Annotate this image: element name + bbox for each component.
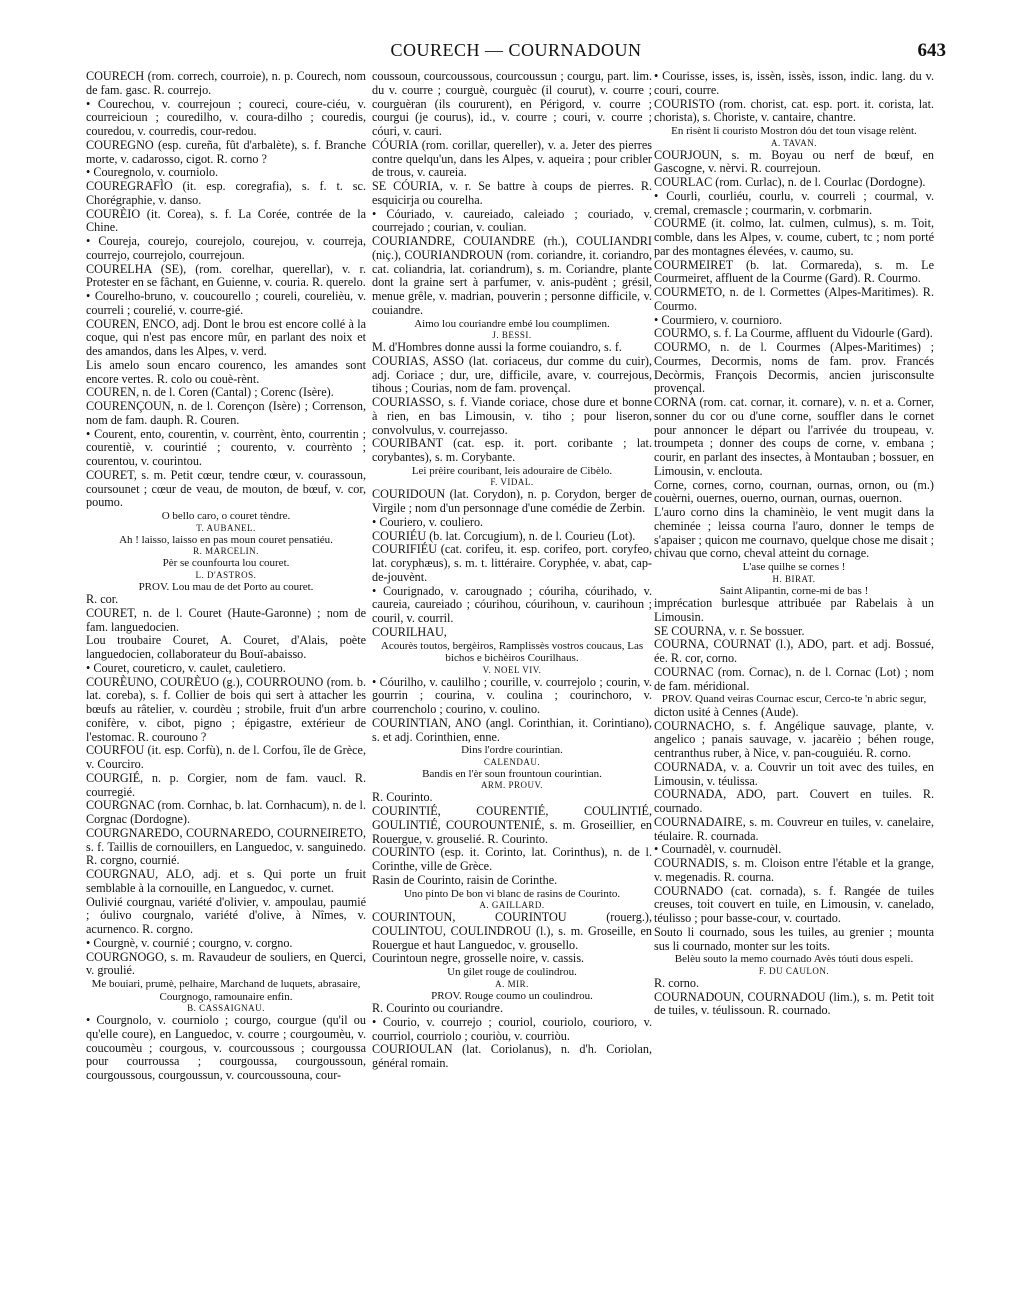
entry-text: imprécation burlesque attribuée par Rabelais à un Limousin. [654, 596, 934, 624]
quotation: O bello caro, o couret tèndre. [161, 510, 291, 522]
entry-text: COURIFIÉU (cat. corifeu, it. esp. corifeo, port. coryfeo, lat. coryphæus), s. m. t. littéraire. Coryphée, v. abat, cap-de-jouvènt. [372, 542, 652, 584]
quotation: PROV. Rouge coumo un coulindrou. [431, 989, 593, 1002]
entry-text: • Courgnè, v. cournié ; courgno, v. corgno. [86, 935, 293, 950]
entry-text: COURMO, n. de l. Courmes (Alpes-Maritimes) ; Courmes, Decormis, noms de fam. prov. Francés Decòrmis, François Decormis, ancien jurisconsulte provençal. [654, 340, 934, 396]
entry-text: COURET, s. m. Petit cœur, tendre cœur, v. courassoun, coursounet ; cœur de veau, de mouton, de bœuf, v. cor, poumo. [86, 467, 366, 510]
entry-text: • Couret, coureticro, v. caulet, cauletiero. [86, 660, 286, 675]
quotation-author: A. TAVAN. [770, 137, 818, 148]
entry-text: COURECH (rom. correch, courroie), n. p. Courech, nom de fam. gasc. R. courrejo. [86, 69, 366, 97]
quotation: En risènt li couristo Mostron dóu det toun visage relènt. [671, 125, 917, 137]
entry-text: COURIASSO, s. f. Viande coriace, chose dure et bonne à rien, en bas Limousin, v. tiho ; pour liseron, convolvulus, v. courrejasso. [372, 395, 652, 437]
entry-text: • Courgnolo, v. courniolo ; courgo, courgue (qu'il ou qu'elle coure), en Languedoc, v. courre ; courgoumèu, v. coucoumèu ; courgous, v. courcoussous ; courgoussa pour courroussa ; courgoussa, courgoussoun, courgoussous, courgoussun, v. courcoussouna, cour- [86, 1013, 366, 1082]
quotation: Dins l'ordre courintian. [461, 744, 563, 757]
quotation: PROV. Quand veiras Cournac escur, Cerco-te 'n abric segur, [661, 693, 927, 706]
quotation-author: L. D'ASTROS. [195, 569, 257, 580]
quotation-author: H. BIRAT. [772, 573, 816, 584]
quotation: Acourès toutos, bergèiros, Ramplissès vostros coucaus, Las bichos e bichèiros Courilhaus. [380, 639, 644, 664]
entry-text: • Couriero, v. couliero. [372, 514, 484, 529]
entry-text: COURNADO (cat. cornada), s. f. Rangée de tuiles creuses, toit couvert en tuile, en Limousin, v. canelado, téulisso ; pour basse-cour, v. courtado. [654, 883, 934, 925]
entry-text: • Couregnolo, v. courniolo. [86, 165, 219, 180]
entry-text: COURINTOUN, COURINTOU (rouerg.), COULINTOU, COULINDROU (l.), s. m. Groseille, en Rouergue et haut Languedoc, v. grousello. [372, 910, 652, 952]
entry-text: • Courechou, v. courrejoun ; coureci, coure-ciéu, v. courreicioun ; couredilho, v. coura-dilho ; couredis, couredou, v. courredis, cour-redou. [86, 96, 366, 138]
quotation-author: T. AUBANEL. [196, 522, 256, 533]
entry-text: Corne, cornes, corno, cournan, ournas, ornon, ou (m.) couèrni, ouernes, ouerno, ournan, ournas, ouernon. [654, 477, 934, 506]
quotation-author: J. BESSI. [492, 330, 532, 340]
entry-text: COURME (it. colmo, lat. culmen, culmus), s. m. Toit, comble, dans les Alpes, v. coume, cubert, tc ; nom porté par des montagnes élevées, v. caumo, su. [654, 216, 934, 258]
entry-text: COURENÇOUN, n. de l. Corençon (Isère) ; Correnson, nom de fam. dauph. R. Couren. [86, 399, 366, 427]
entry-text: COUREN, ENCO, adj. Dont le brou est encore collé à la coque, qui n'est pas encore mûr, en parlant des noix et des amandos, dans les Alpes, v. verd. [86, 316, 366, 358]
entry-text: coussoun, courcoussous, courcoussun ; courgu, part. lim. du v. courre ; courguè, courguèc (il courut), v. courre ; courguèran (ils coururent), en Périgord, v. courre ; courgui (je courus), id., v. courre ; couri, v. courre ; cóuri, v. cauri. [372, 69, 652, 138]
entry-text: COURMETO, n. de l. Cormettes (Alpes-Maritimes). R. Courmo. [654, 285, 934, 313]
entry-text: • Cóuriado, v. caureiado, caleiado ; couriado, v. courrejado ; courian, v. coulian. [372, 206, 652, 235]
entry-text: • Coureja, courejo, courejolo, courejou, v. courreja, courrejo, courrejolo, courrejoun. [86, 234, 366, 262]
entry-text: • Courio, v. courrejo ; couriol, couriolo, courioro, v. courriol, courriolo ; couriòu, v. courriòu. [372, 1014, 652, 1043]
entry-text: COURINTIAN, ANO (angl. Corinthian, it. Corintiano), s. et adj. Corinthien, enne. [372, 715, 652, 744]
entry-text: COURÈUNO, COURÈUO (g.), COURROUNO (rom. b. lat. coreba), s. f. Collier de bois qui sert à attacher les bœufs au râtelier, v. courdèu ; strobile, fruit d'un arbre conifère, v. cibot, pigno ; épigastre, extérieur de l'estomac. R. courouno ? [86, 674, 366, 744]
entry-text: • Courelho-bruno, v. coucourello ; coureli, courelièu, v. courreli ; courelié, v. courre-gié. [86, 289, 366, 317]
quotation-author: B. CASSAIGNAU. [187, 1003, 265, 1013]
entry-text: dicton usité à Cennes (Aude). [654, 704, 799, 719]
page-header [86, 40, 946, 64]
quotation: L'ase quilhe se cornes ! [742, 561, 846, 573]
entry-text: COURGIÉ, n. p. Corgier, nom de fam. vaucl. R. courregié. [86, 770, 366, 799]
entry-text: COURNA, COURNAT (l.), ADO, part. et adj. Bossué, ée. R. cor, corno. [654, 637, 934, 665]
entry-text: Souto li cournado, sous les tuiles, au grenier ; mounta sus li cournado, monter sur les toits. [654, 924, 934, 953]
entry-text: COURNACHO, s. f. Angélique sauvage, plante, v. angelico ; panais sauvage, v. jacarèio ; béhen rouge, centranthus ruber, à Nice, v. pan-couguiéu. R. corno. [654, 718, 934, 760]
entry-text: COURÈIO (it. Corea), s. f. La Corée, contrée de la Chine. [86, 206, 366, 235]
quotation: Bandis en l'èr soun frountoun courintian. [422, 767, 602, 780]
entry-text: R. corno. [654, 975, 700, 990]
entry-text: COURET, n. de l. Couret (Haute-Garonne) ; nom de fam. languedocien. [86, 605, 366, 634]
entry-text: • Courli, courliéu, courlu, v. courreli ; courmal, v. cremal, cremascle ; courmarin, v. corbmarin. [654, 188, 934, 217]
entry-text: COURGNAU, ALO, adj. et s. Qui porte un fruit semblable à la cornouille, en Languedoc, v. curnet. [86, 867, 366, 895]
entry-text: COURMO, s. f. La Courme, affluent du Vidourle (Gard). [654, 326, 933, 341]
entry-text: Lou troubaire Couret, A. Couret, d'Alais, poète languedocien, collaborateur du Bouï-abaisso. [86, 633, 366, 661]
entry-text: • Courmiero, v. cournioro. [654, 312, 783, 327]
quotation-author: F. VIDAL. [490, 477, 534, 488]
entry-text: COURNADAIRE, s. m. Couvreur en tuiles, v. canelaire, téulaire. R. cournada. [654, 814, 934, 843]
entry-text: Rasin de Courinto, raisin de Corinthe. [372, 872, 558, 887]
quotation-author: V. NOEL VIV. [482, 664, 542, 675]
entry-text: Lis amelo soun encaro courenco, les amandes sont encore vertes. R. colo ou couè-rènt. [86, 357, 366, 386]
quotation: Belèu souto la memo cournado Avès tóuti dous espeli. [674, 953, 914, 966]
entry-text: CORNA (rom. cat. cornar, it. cornare), v. n. et a. Corner, sonner du cor ou d'une corne, souffler dans le cornet pour annoncer le départ ou l'arrivée du troupeau, v. troumpeta ; donner des coups de corne, v. embana ; courir, en parlant des insectes, à Montauban ; bossuer, en Limousin, v. enclouta. [654, 395, 934, 478]
entry-text: SE COURNA, v. r. Se bossuer. [654, 623, 805, 638]
entry-text: CÓURIA (rom. corillar, quereller), v. a. Jeter des pierres contre quelqu'un, dans les Alpes, v. aqueira ; pour cribler de trous, v. caureia. [372, 137, 652, 180]
quotation-author: CALENDAU. [483, 756, 541, 767]
entry-text: • Cournadèl, v. cournudèl. [654, 842, 782, 857]
entry-text: COURNADA, ADO, part. Couvert en tuiles. R. cournado. [654, 787, 934, 815]
entry-text: COUREGRAFÌO (it. esp. coregrafia), s. f. t. sc. Chorégraphie, v. danso. [86, 179, 366, 207]
entry-text: COURILHAU, [372, 624, 447, 639]
column-left [86, 70, 366, 1083]
quotation: Me bouiari, prumè, pelhaire, Marchand de luquets, abrasaire, Courgnogo, ramounaire enfin. [91, 978, 361, 1003]
entry-text: COURGNOGO, s. m. Ravaudeur de souliers, en Querci, v. groulié. [86, 949, 366, 978]
entry-text: COURIBANT (cat. esp. it. port. coribante ; lat. corybantes), s. m. Corybante. [372, 436, 652, 464]
entry-text: R. Courinto. [372, 790, 433, 805]
entry-text: M. d'Hombres donne aussi la forme couiandro, s. f. [372, 340, 622, 354]
entry-text: • Courisse, isses, is, issèn, issès, isson, indic. lang. du v. couri, courre. [654, 69, 934, 97]
entry-text: L'auro corno dins la chaminèio, le vent mugit dans la cheminée ; leissa courna l'auro, donner le temps de s'apaiser ; quicon me cournavo, quelque chose me disait ; chivau que corno, cheval atteint du cornage. [654, 505, 934, 561]
quotation: Saint Alipantin, corne-mi de bas ! [719, 584, 869, 597]
quotation: Un gilet rouge de coulindrou. [447, 966, 577, 978]
entry-text: COURNADOUN, COURNADOU (lim.), s. m. Petit toit de tuiles, v. téulissoun. R. cournado. [654, 989, 934, 1018]
entry-text: • Courignado, v. carougnado ; cóuriha, cóurihado, v. caureia, caureiado ; cóurihou, cóurihoun, v. caurihoun ; couril, v. courril. [372, 583, 652, 625]
entry-text: COURINTIÉ, COURENTIÉ, COULINTIÉ, GOULINTIÉ, COUROUNTENIÉ, s. m. Groseillier, en Rouergue, v. grouselié. R. Courinto. [372, 804, 652, 846]
quotation: Pèr se counfourta lou couret. [162, 557, 290, 569]
entry-text: COURINTO (esp. it. Corinto, lat. Corinthus), n. de l. Corinthe, ville de Grèce. [372, 845, 652, 873]
entry-text: COUREN, n. de l. Coren (Cantal) ; Corenc (Isère). [86, 385, 334, 400]
entry-text: Oulivié courgnau, variété d'olivier, v. ampoulau, paumié ; óulivo courgnalo, variété d'olive, à Nîmes, v. acurnenco. R. corgno. [86, 894, 366, 936]
entry-text: COURJOUN, s. m. Boyau ou nerf de bœuf, en Gascogne, v. nèrvi. R. courrejoun. [654, 147, 934, 176]
entry-text: COURGNAC (rom. Cornhac, b. lat. Cornhacum), n. de l. Corgnac (Dordogne). [86, 798, 366, 826]
quotation-author: A. GAILLARD. [479, 900, 545, 910]
quotation-author: F. DU CAULON. [758, 965, 830, 976]
quotation: Lei prèire couribant, leis adouraire de Cibèlo. [411, 464, 613, 477]
entry-text: COURIANDRE, COUIANDRE (rh.), COULIANDRI (niç.), COURIANDROUN (rom. coriandre, it. coriandro, cat. coliandria, lat. coriandrum), s. m. Coriandre, plante dont la graine sert à parfumer, v. anis-pudènt ; grésil, menue grêle, v. madrian, pouverin ; personne difficile, v. couiandre. [372, 234, 652, 317]
page-number: 643 [917, 40, 946, 61]
entry-text: Courintoun negre, grosselle noire, v. cassis. [372, 951, 585, 966]
running-head: COURECH — COURNADOUN [390, 40, 642, 60]
quotation: PROV. Lou mau de det Porto au couret. [138, 580, 314, 593]
entry-text: R. cor. [86, 592, 119, 606]
quotation: Ah ! laisso, laisso en pas moun couret pensatiéu. [119, 533, 333, 546]
entry-text: • Courent, ento, courentin, v. courrènt, ènto, courrentin ; courentiè, v. courintié ; courento, v. courrènto ; courentou, v. courintou. [86, 426, 366, 468]
entry-text: COURIÉU (b. lat. Corcugium), n. de l. Courieu (Lot). [372, 528, 636, 543]
quotation-author: R. MARCELIN. [193, 546, 259, 556]
entry-text: COURNAC (rom. Cornac), n. de l. Cornac (Lot) ; nom de fam. méridional. [654, 664, 934, 693]
entry-text: COURIAS, ASSO (lat. coriaceus, dur comme du cuir), adj. Coriace ; dur, ure, difficile, avare, v. courrejous, tihous ; Courias, nom de fam. provençal. [372, 353, 652, 396]
entry-text: COURELHA (SE), (rom. corelhar, querellar), v. r. Protester en se fâchant, en Guienne, v. couria. R. querelo. [86, 261, 366, 290]
entry-text: • Cóurilho, v. caulilho ; courille, v. courrejolo ; courin, v. gourrin ; courina, v. coulina ; courinchoro, v. courrencholo ; courino, v. coulino. [372, 674, 652, 716]
entry-text: COURGNAREDO, COURNAREDO, COURNEIRETO, s. f. Taillis de cornouillers, en Languedoc, v. sanguinedo. R. corgno, cournié. [86, 825, 366, 868]
quotation: Aimo lou couriandre embé lou coumplimen. [414, 317, 610, 330]
entry-text: COURIDOUN (lat. Corydon), n. p. Corydon, berger de Virgile ; nom d'un personnage d'une comédie de Zerbin. [372, 487, 652, 515]
entry-text: COURISTO (rom. chorist, cat. esp. port. it. corista, lat. chorista), s. Choriste, v. cantaire, chantre. [654, 96, 934, 125]
entry-text: COURLAC (rom. Curlac), n. de l. Courlac (Dordogne). [654, 175, 926, 189]
quotation-author: A. MIR. [495, 978, 529, 989]
entry-text: R. Courinto ou couriandre. [372, 1001, 503, 1015]
entry-text: COURIOULAN (lat. Coriolanus), n. d'h. Coriolan, général romain. [372, 1042, 652, 1070]
entry-text: COURMEIRET (b. lat. Cormareda), s. m. Le Courmeiret, affluent de la Courme (Gard). R. Courmo. [654, 257, 934, 286]
entry-text: COURNADIS, s. m. Cloison entre l'étable et la grange, v. megenadis. R. courna. [654, 856, 934, 884]
quotation: Uno pinto De bon vi blanc de rasins de Courinto. [403, 887, 621, 900]
column-middle [372, 70, 652, 1071]
entry-text: COURNADA, v. a. Couvrir un toit avec des tuiles, en Limousin, v. téulissa. [654, 759, 934, 788]
entry-text: COURFOU (it. esp. Corfù), n. de l. Corfou, île de Grèce, v. Courciro. [86, 743, 366, 771]
column-right [654, 70, 934, 1018]
entry-text: SE CÓURIA, v. r. Se battre à coups de pierres. R. esquicirja ou courelha. [372, 179, 652, 207]
quotation-author: ARM. PROUV. [480, 780, 544, 791]
entry-text: COUREGNO (esp. cureña, fût d'arbalète), s. f. Branche morte, v. cadarosso, cigot. R. corno ? [86, 137, 366, 166]
